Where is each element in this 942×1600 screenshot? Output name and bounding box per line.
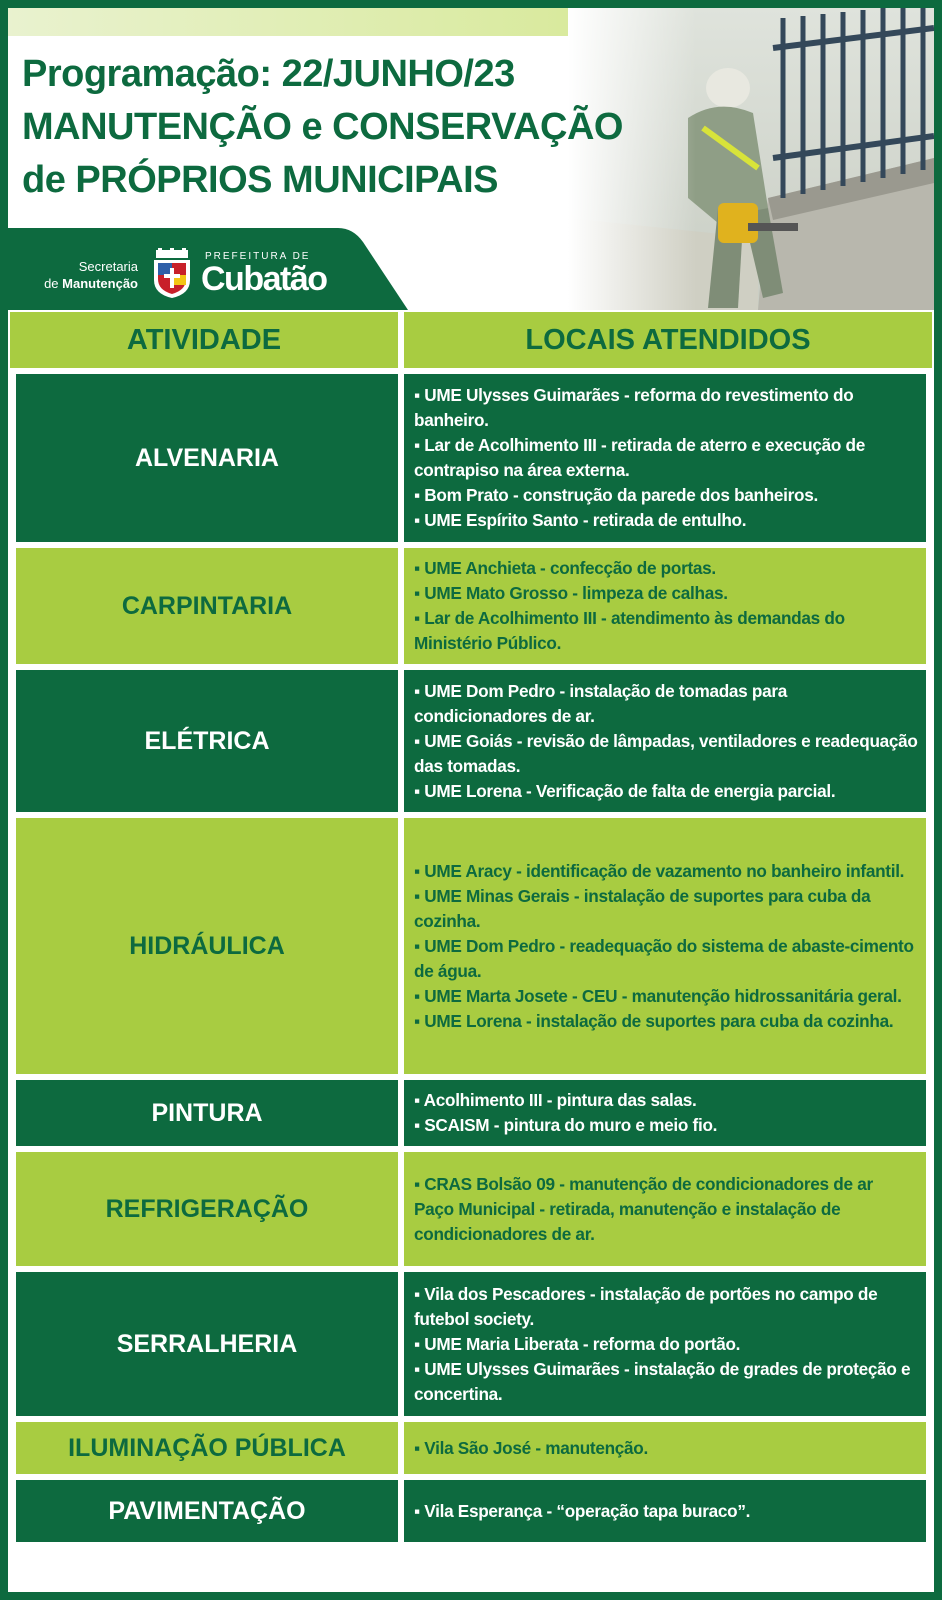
title-subject: MANUTENÇÃO e CONSERVAÇÃO: [22, 106, 623, 148]
activity-eletrica: ELÉTRICA: [16, 670, 398, 812]
location-item: ▪ SCAISM - pintura do muro e meio fio.: [414, 1115, 718, 1135]
location-item: ▪ UME Mato Grosso - limpeza de calhas.: [414, 583, 728, 603]
header: [8, 8, 934, 310]
secretaria-line1: Secretaria: [78, 259, 138, 274]
locations-refrigeracao: [404, 1152, 926, 1266]
activity-iluminacao-publica: ILUMINAÇÃO PÚBLICA: [16, 1422, 398, 1474]
locations-pavimentacao: [404, 1480, 926, 1542]
secretaria-line2-prefix: de: [44, 276, 63, 291]
location-item: ▪ CRAS Bolsão 09 - manutenção de condicionadores de ar: [414, 1173, 873, 1194]
location-item: ▪ UME Espírito Santo - retirada de entulho.: [414, 510, 747, 530]
location-item: ▪ UME Goiás - revisão de lâmpadas, ventiladores e readequação das tomadas.: [414, 730, 918, 776]
locations-eletrica: [404, 670, 926, 812]
location-item: ▪ Acolhimento III - pintura das salas.: [414, 1090, 697, 1110]
logo-bar: [8, 228, 408, 310]
activity-serralheria: SERRALHERIA: [16, 1272, 398, 1416]
locations-carpintaria: [404, 548, 926, 664]
prefeitura-label: PREFEITURA DE: [205, 251, 311, 262]
secretaria-label: [26, 258, 138, 292]
activity-pintura: PINTURA: [16, 1080, 398, 1146]
location-item: ▪ UME Aracy - identificação de vazamento no banheiro infantil.: [414, 860, 905, 881]
location-item: ▪ UME Maria Liberata - reforma do portão.: [414, 1333, 741, 1354]
location-item: Paço Municipal - retirada, manutenção e instalação de condicionadores de ar.: [414, 1198, 841, 1244]
city-crest-icon: [150, 248, 194, 300]
activity-refrigeracao: REFRIGERAÇÃO: [16, 1152, 398, 1266]
activity-alvenaria: ALVENARIA: [16, 374, 398, 542]
location-item: ▪ Bom Prato - construção da parede dos banheiros.: [414, 485, 818, 505]
location-item: ▪ UME Ulysses Guimarães - reforma do revestimento do banheiro.: [414, 385, 854, 430]
column-header-locations: LOCAIS ATENDIDOS: [404, 312, 932, 368]
locations-serralheria: [404, 1272, 926, 1416]
location-item: ▪ UME Dom Pedro - instalação de tomadas para condicionadores de ar.: [414, 680, 788, 726]
schedule-table: [8, 310, 934, 1592]
locations-pintura: [404, 1080, 926, 1146]
location-item: ▪ UME Minas Gerais - instalação de suportes para cuba da cozinha.: [414, 885, 871, 931]
title-date: Programação: 22/JUNHO/23: [22, 53, 515, 95]
location-item: ▪ UME Ulysses Guimarães - instalação de grades de proteção e concertina.: [414, 1358, 911, 1404]
locations-alvenaria: [404, 374, 926, 542]
locations-iluminacao-publica: [404, 1422, 926, 1474]
title-scope: de PRÓPRIOS MUNICIPAIS: [22, 159, 499, 201]
activity-hidraulica: HIDRÁULICA: [16, 818, 398, 1074]
activity-pavimentacao: PAVIMENTAÇÃO: [16, 1480, 398, 1542]
location-item: ▪ Lar de Acolhimento III - retirada de aterro e execução de contrapiso na área externa.: [414, 435, 866, 480]
location-item: ▪ UME Marta Josete - CEU - manutenção hidrossanitária geral.: [414, 985, 902, 1006]
location-item: ▪ UME Lorena - Verificação de falta de energia parcial.: [414, 780, 836, 801]
city-name-logo: Cubatão: [201, 260, 327, 298]
locations-hidraulica: [404, 818, 926, 1074]
secretaria-line2: [26, 275, 138, 292]
location-item: ▪ Vila dos Pescadores - instalação de portões no campo de futebol society.: [414, 1283, 878, 1329]
column-header-activity: ATIVIDADE: [10, 312, 398, 368]
activity-carpintaria: CARPINTARIA: [16, 548, 398, 664]
location-item: ▪ Lar de Acolhimento III - atendimento às demandas do Ministério Público.: [414, 608, 845, 653]
location-item: ▪ Vila São José - manutenção.: [414, 1437, 648, 1458]
location-item: ▪ UME Anchieta - confecção de portas.: [414, 558, 716, 578]
secretaria-line2-bold: Manutenção: [62, 276, 138, 291]
poster-title: [22, 48, 742, 207]
location-item: ▪ UME Lorena - instalação de suportes para cuba da cozinha.: [414, 1010, 894, 1031]
location-item: ▪ Vila Esperança - “operação tapa buraco”.: [414, 1500, 751, 1521]
location-item: ▪ UME Dom Pedro - readequação do sistema de abaste-cimento de água.: [414, 935, 914, 981]
